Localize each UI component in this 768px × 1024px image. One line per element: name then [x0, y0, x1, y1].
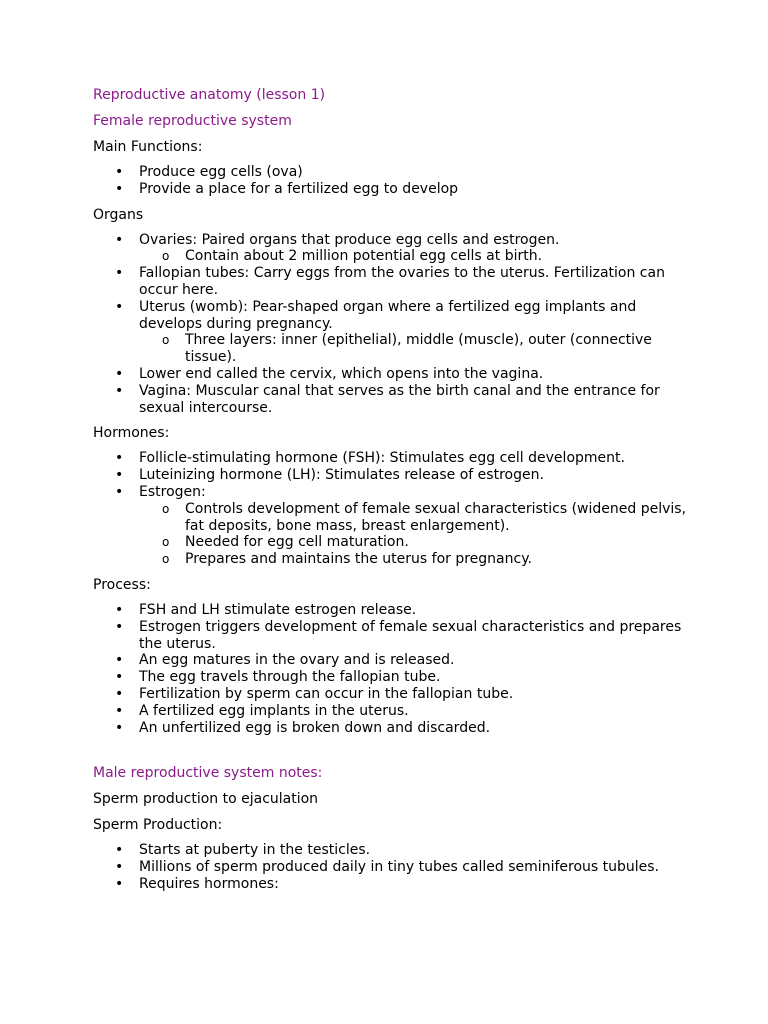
list-item [115, 702, 693, 720]
sub-bullet-icon: o [162, 535, 170, 550]
list-item [115, 450, 693, 467]
main-functions-heading: Main Functions: [93, 139, 203, 155]
list-item-text: Starts at puberty in the testicles. [139, 842, 371, 859]
list-item [115, 842, 693, 859]
main-functions-list [93, 164, 693, 198]
sub-list [139, 248, 693, 265]
list-item-text: Vagina: Muscular canal that serves as the birth canal and the entrance for sexual intercourse. [139, 382, 660, 416]
bullet-icon: • [115, 450, 124, 467]
sub-bullet-icon: o [162, 249, 170, 264]
organs-heading: Organs [93, 206, 144, 223]
sub-bullet-icon: o [162, 501, 170, 516]
sub-list-item-text: Contain about 2 million potential egg cells at birth. [185, 248, 543, 265]
list-item-text: Fallopian tubes: Carry eggs from the ovaries to the uterus. Fertilization can occur here. [139, 265, 665, 298]
list-item [115, 601, 693, 619]
sub-list-item [162, 332, 693, 366]
organs-list [93, 232, 693, 417]
list-item-text: Lower end called the cervix, which opens into the vagina. [139, 365, 544, 382]
list-item [115, 365, 693, 383]
list-item-text: FSH and LH stimulate estrogen release. [139, 601, 417, 618]
list-item-text: Uterus (womb): Pear-shaped organ where a fertilized egg implants and develops during pregnancy. [139, 298, 637, 332]
document-page [93, 86, 693, 901]
bullet-icon: • [115, 164, 124, 180]
list-item-text: Provide a place for a fertilized egg to develop [139, 180, 459, 197]
sperm-production-list [93, 842, 693, 892]
list-item-text: An unfertilized egg is broken down and discarded. [139, 719, 491, 736]
male-section-heading: Male reproductive system notes: [93, 765, 323, 782]
sub-bullet-icon: o [162, 333, 170, 348]
female-section-heading: Female reproductive system [93, 113, 292, 129]
list-item [115, 669, 693, 686]
list-item [115, 652, 693, 669]
process-list [93, 602, 693, 736]
sperm-production-heading: Sperm Production: [93, 817, 223, 834]
process-heading: Process: [93, 576, 151, 593]
sub-list [139, 501, 693, 568]
list-item [115, 875, 693, 893]
bullet-icon: • [115, 652, 124, 669]
list-item-text: Estrogen: [139, 483, 206, 500]
list-item [115, 483, 693, 568]
list-item [115, 180, 693, 198]
bullet-icon: • [115, 719, 124, 736]
bullet-icon: • [115, 842, 124, 859]
sub-list-item-text: Needed for egg cell maturation. [185, 534, 409, 551]
list-item [115, 859, 693, 876]
bullet-icon: • [115, 231, 124, 248]
sub-list-item [162, 500, 693, 535]
bullet-icon: • [115, 669, 124, 686]
bullet-icon: • [115, 467, 124, 484]
sub-list-item [162, 248, 693, 265]
bullet-icon: • [115, 685, 124, 702]
list-item-text: Follicle-stimulating hormone (FSH): Stimulates egg cell development. [139, 450, 625, 467]
list-item-text: Estrogen triggers development of female sexual characteristics and prepares the uterus. [139, 618, 682, 652]
document-title: Reproductive anatomy (lesson 1) [93, 87, 326, 103]
sub-list-item [162, 534, 693, 551]
bullet-icon: • [115, 298, 124, 315]
list-item-text: Produce egg cells (ova) [139, 164, 303, 180]
list-item [115, 719, 693, 737]
sub-bullet-icon: o [162, 552, 170, 567]
bullet-icon: • [115, 365, 124, 382]
bullet-icon: • [115, 702, 124, 719]
section-spacer [93, 744, 693, 764]
sub-list [139, 332, 693, 366]
bullet-icon: • [115, 382, 124, 399]
list-item [115, 685, 693, 703]
sub-list-item-text: Controls development of female sexual characteristics (widened pelvis, fat deposits, bone mass, breast enlargement). [185, 500, 687, 534]
list-item [115, 467, 693, 484]
hormones-heading: Hormones: [93, 425, 170, 442]
hormones-list [93, 450, 693, 568]
list-item [115, 298, 693, 366]
list-item [115, 618, 693, 653]
bullet-icon: • [115, 875, 124, 892]
list-item [115, 231, 693, 266]
list-item-text: Luteinizing hormone (LH): Stimulates release of estrogen. [139, 467, 544, 484]
list-item-text: A fertilized egg implants in the uterus. [139, 702, 409, 719]
list-item-text: Fertilization by sperm can occur in the fallopian tube. [139, 685, 514, 702]
list-item [115, 164, 693, 181]
list-item [115, 382, 693, 417]
list-item-text: Ovaries: Paired organs that produce egg cells and estrogen. [139, 231, 560, 248]
sub-list-item-text: Prepares and maintains the uterus for pregnancy. [185, 551, 532, 568]
bullet-icon: • [115, 483, 124, 500]
bullet-icon: • [115, 180, 124, 197]
bullet-icon: • [115, 265, 124, 282]
list-item-text: Millions of sperm produced daily in tiny tubes called seminiferous tubules. [139, 859, 659, 876]
list-item [115, 265, 693, 299]
list-item-text: Requires hormones: [139, 875, 279, 892]
sub-list-item-text: Three layers: inner (epithelial), middle (muscle), outer (connective tissue). [185, 332, 652, 366]
bullet-icon: • [115, 859, 124, 876]
bullet-icon: • [115, 601, 124, 618]
list-item-text: The egg travels through the fallopian tube. [139, 669, 441, 686]
sub-list-item [162, 551, 693, 568]
male-subtitle: Sperm production to ejaculation [93, 791, 319, 808]
bullet-icon: • [115, 618, 124, 635]
list-item-text: An egg matures in the ovary and is released. [139, 652, 455, 669]
